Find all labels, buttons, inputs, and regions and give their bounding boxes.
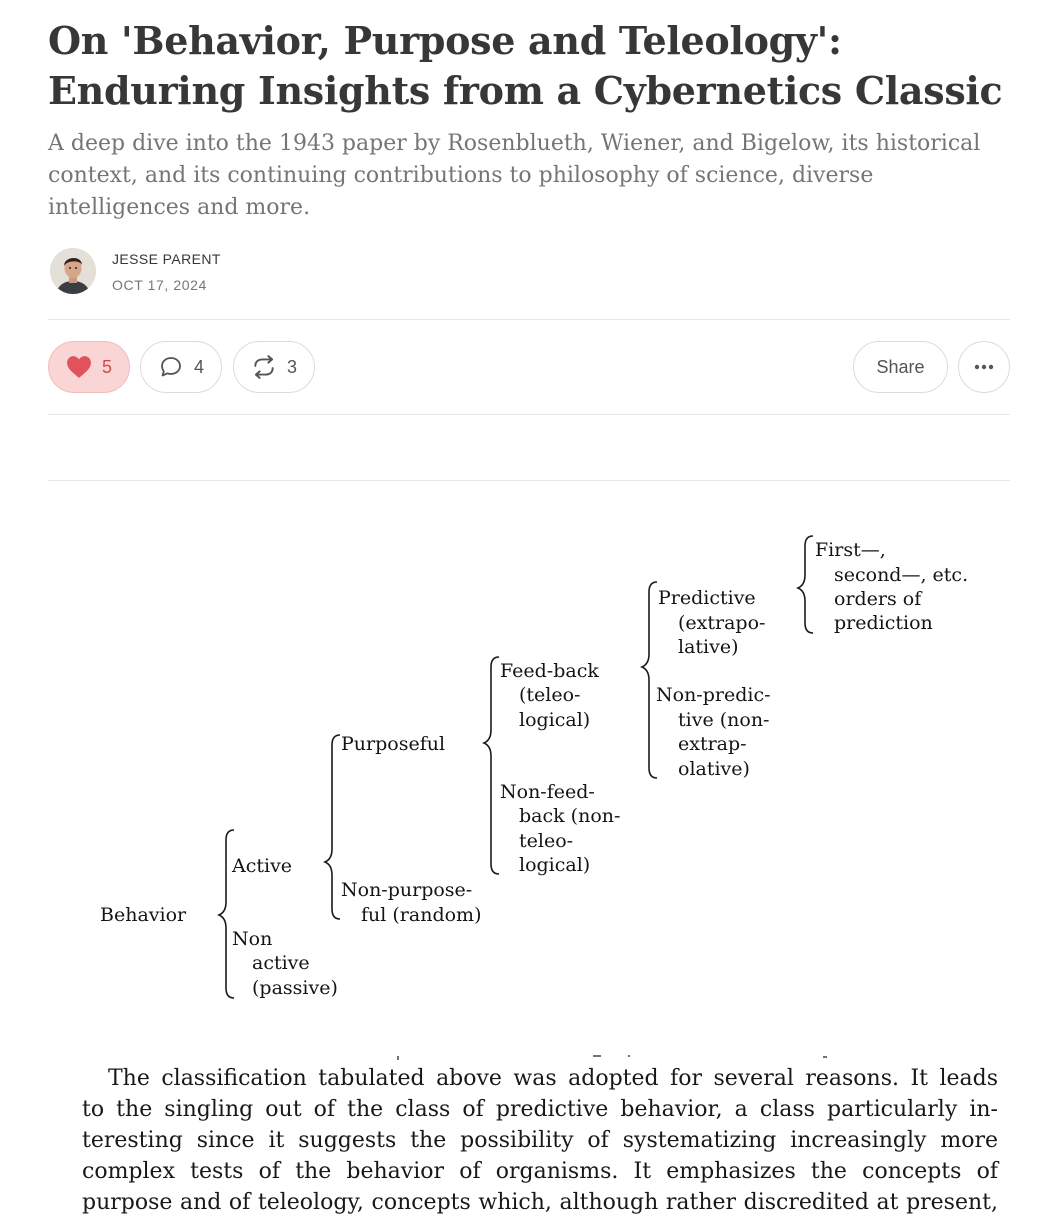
brace-predictive	[798, 536, 813, 633]
post-subtitle: A deep dive into the 1943 paper by Rosenblueth, Wiener, and Bigelow, its historical context, and its continuing contributions to philosophy of science, diverse intelligences and more.	[48, 131, 981, 220]
label-behavior: Behavior	[100, 904, 187, 926]
restack-icon	[251, 354, 277, 380]
restack-count: 3	[286, 356, 297, 377]
like-count: 5	[101, 356, 112, 377]
label-non-active: Non active (passive)	[232, 928, 338, 999]
ellipsis-icon	[972, 363, 996, 371]
heart-icon	[66, 355, 92, 379]
label-purposeful: Purposeful	[341, 733, 446, 755]
excerpt-line: The classification tabulated above was adopted for several reasons. It leads	[108, 1066, 998, 1091]
author-name[interactable]: JESSE PARENT	[112, 251, 221, 267]
label-non-purposeful: Non-purpose- ful (random)	[341, 879, 482, 926]
share-label: Share	[876, 356, 925, 377]
label-non-predictive: Non-predic- tive (non- extrap- olative)	[656, 684, 771, 780]
scan-marks	[398, 1056, 827, 1060]
label-non-feedback: Non-feed- back (non- teleo- logical)	[500, 781, 621, 876]
comment-button[interactable]	[140, 341, 222, 393]
share-button[interactable]	[853, 341, 948, 393]
brace-active	[325, 735, 340, 919]
author-avatar[interactable]	[50, 248, 96, 294]
excerpt-text	[82, 1063, 998, 1218]
excerpt-line: complex tests of the behavior of organisms. It emphasizes the concepts of	[82, 1159, 998, 1184]
restack-button[interactable]	[233, 341, 315, 393]
label-feedback: Feed-back (teleo- logical)	[500, 660, 599, 731]
divider	[48, 414, 1010, 415]
post-date: OCT 17, 2024	[112, 277, 207, 293]
excerpt-line: teresting since it suggests the possibility of systematizing increasingly more	[82, 1128, 998, 1153]
comment-count: 4	[193, 356, 204, 377]
divider	[48, 319, 1010, 320]
brace-feedback	[642, 582, 657, 778]
comment-icon	[158, 355, 184, 379]
post-title: On 'Behavior, Purpose and Teleology': Enduring Insights from a Cybernetics Classic	[48, 18, 1003, 113]
label-predictive: Predictive (extrapo- lative)	[658, 587, 766, 658]
like-button[interactable]	[48, 341, 130, 393]
excerpt-line: purpose and of teleology, concepts which, although rather discredited at present,	[82, 1190, 998, 1215]
brace-purposeful	[484, 657, 499, 874]
excerpt-line: to the singling out of the class of predictive behavior, a class particularly in-	[82, 1097, 998, 1122]
label-orders-of-prediction: First—, second—, etc. orders of prediction	[815, 539, 969, 634]
more-options-button[interactable]	[958, 341, 1010, 393]
label-active: Active	[232, 855, 293, 877]
